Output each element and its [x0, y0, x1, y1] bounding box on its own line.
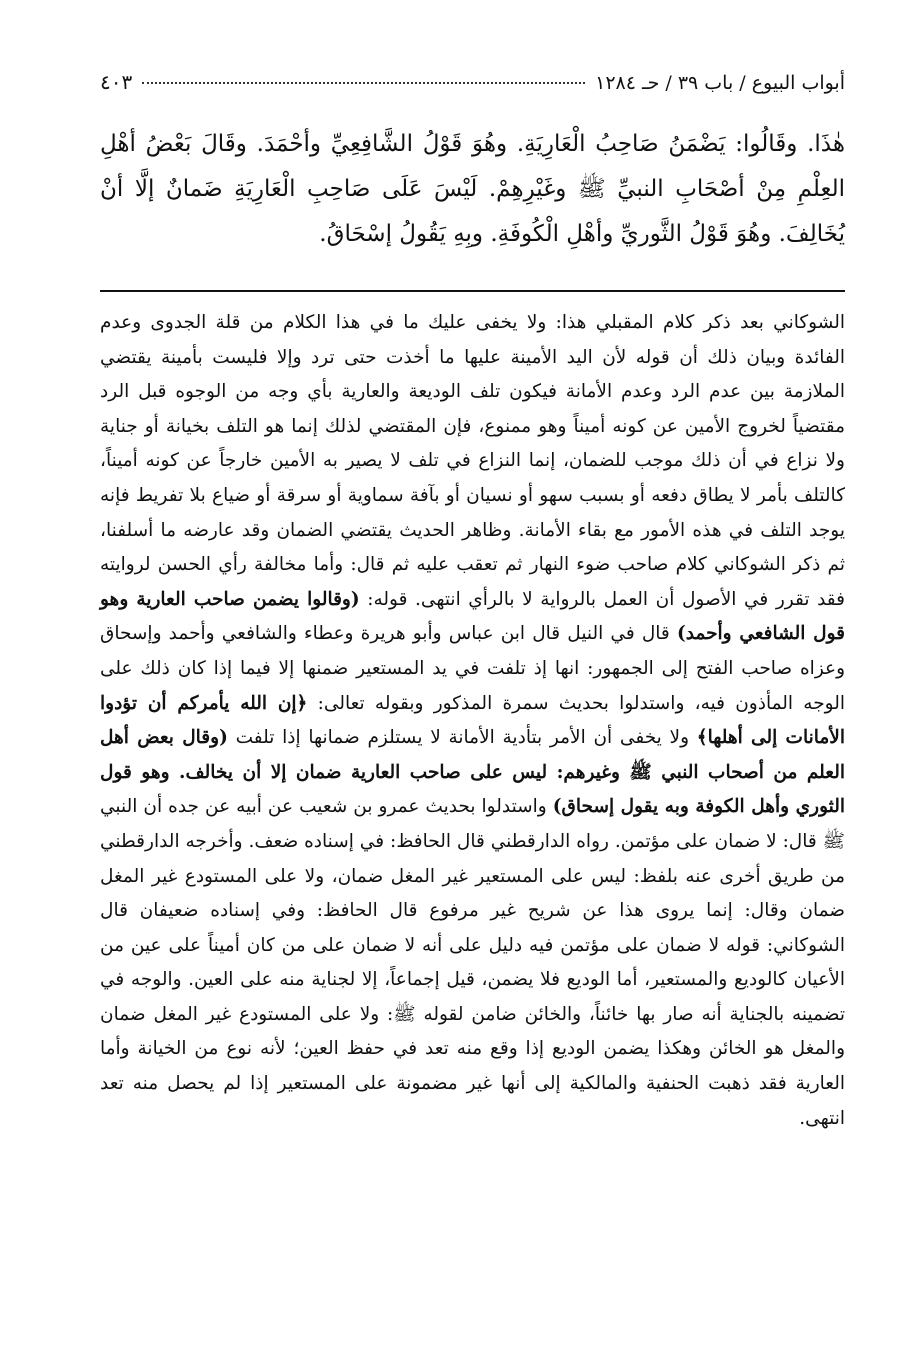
page-number: ٤٠٣ [100, 70, 133, 94]
commentary-paragraph [100, 306, 845, 1136]
quoted-phrase: (وقالوا يضمن صاحب العارية وهو قول الشافعي وأحمد) [100, 588, 845, 645]
hadith-text: هٰذَا. وقَالُوا: يَضْمَنُ صَاحِبُ الْعَارِيَةِ. وهُوَ قَوْلُ الشَّافِعِيِّ وأحْمَدَ. وقَالَ بَعْضُ أهْلِ العِلْمِ مِنْ أصْحَابِ النبيِّ ﷺ وغَيْرِهِمْ. لَيْسَ عَلَى صَاحِبِ الْعَارِيَةِ ضَمانٌ إلَّا أنْ يُخَالِفَ. وهُوَ قَوْلُ الثَّوريِّ وأهْلِ الْكُوفَةِ. وبِهِ يَقُولُ إسْحَاقُ. [100, 131, 845, 247]
commentary-text: واستدلوا بحديث عمرو بن شعيب عن أبيه عن جده أن النبي ﷺ قال: لا ضمان على مؤتمن. رواه الدارقطني قال الحافظ: في إسناده ضعف. وأخرجه الدارقطني من طريق أخرى عنه بلفظ: ليس على المستعير غير المغل ضمان، ولا على المستودع غير المغل ضمان وقال: إنما يروى هذا عن شريح غير مرفوع قال الحافظ: وفي إسناده ضعيفان قال الشوكاني: قوله لا ضمان على مؤتمن فيه دليل على أنه لا ضمان على من كان أميناً على عين من الأعيان كالوديع والمستعير، أما الوديع فلا يضمن، قيل إجماعاً، إلا لجناية منه على العين. والوجه في تضمينه بالجناية أنه صار بها خائناً، والخائن ضامن لقوله ﷺ: ولا على المستودع غير المغل ضمان والمغل هو الخائن وهكذا يضمن الوديع إذا وقع منه تعد في حفظ العين؛ لأنه نوع من الخيانة وأما العارية فقد ذهبت الحنفية والمالكية إلى أنها غير مضمونة على المستعير إذا لم يحصل منه تعد انتهى. [100, 796, 845, 1129]
quoted-phrase: (وقال بعض أهل العلم من أصحاب النبي ﷺ وغيرهم: ليس على صاحب العارية ضمان إلا أن يخالف. وهو قول الثوري وأهل الكوفة وبه يقول إسحاق) [100, 727, 845, 818]
commentary-text: قال في النيل قال ابن عباس وأبو هريرة وعطاء والشافعي وأحمد وإسحاق وعزاه صاحب الفتح إلى الجمهور: انها إذ تلفت في يد المستعير ضمنها إلا فيما إذا كان ذلك على الوجه المأذون فيه، واستدلوا بحديث سمرة المذكور وبقوله تعالى: [100, 623, 845, 714]
separator-rule [100, 290, 845, 292]
dotted-leader [142, 82, 585, 84]
commentary-block [100, 306, 845, 1136]
page-header [100, 70, 845, 102]
running-title: أبواب البيوع / باب ٣٩ / حـ ١٢٨٤ [595, 72, 845, 94]
commentary-text: الشوكاني بعد ذكر كلام المقبلي هذا: ولا يخفى عليك ما في هذا الكلام من قلة الجدوى وعدم الفائدة وبيان ذلك أن قوله لأن اليد الأمينة عليها ما أخذت حتى ترد وإلا فليست بأمينة يقتضي الملازمة بين عدم الرد وعدم الأمانة فيكون تلف الوديعة والعارية بأي وجه من الوجوه قبل الرد مقتضياً لخروج الأمين عن كونه أميناً وهو ممنوع، فإن المقتضي لذلك إنما هو التلف بخيانة أو جناية ولا نزاع في أن ذلك موجب للضمان، إنما النزاع في تلف لا يصير به الأمين خارجاً عن كونه أميناً، كالتلف بأمر لا يطاق دفعه أو بسبب سهو أو نسيان أو بآفة سماوية أو سرقة أو ضياع بلا تفريط فإنه يوجد التلف في هذه الأمور مع بقاء الأمانة. وظاهر الحديث يقتضي الضمان وقد عارضه ما أسلفنا، ثم ذكر الشوكاني كلام صاحب ضوء النهار ثم تعقب عليه ثم قال: وأما مخالفة رأي الحسن لروايته فقد تقرر في الأصول أن العمل بالرواية لا بالرأي انتهى. قوله: [100, 312, 845, 610]
quran-verse: ﴿إن الله يأمركم أن تؤدوا الأمانات إلى أهلها﴾ [100, 692, 845, 749]
commentary-text: ولا يخفى أن الأمر بتأدية الأمانة لا يستلزم ضمانها إذا تلفت [235, 727, 689, 749]
